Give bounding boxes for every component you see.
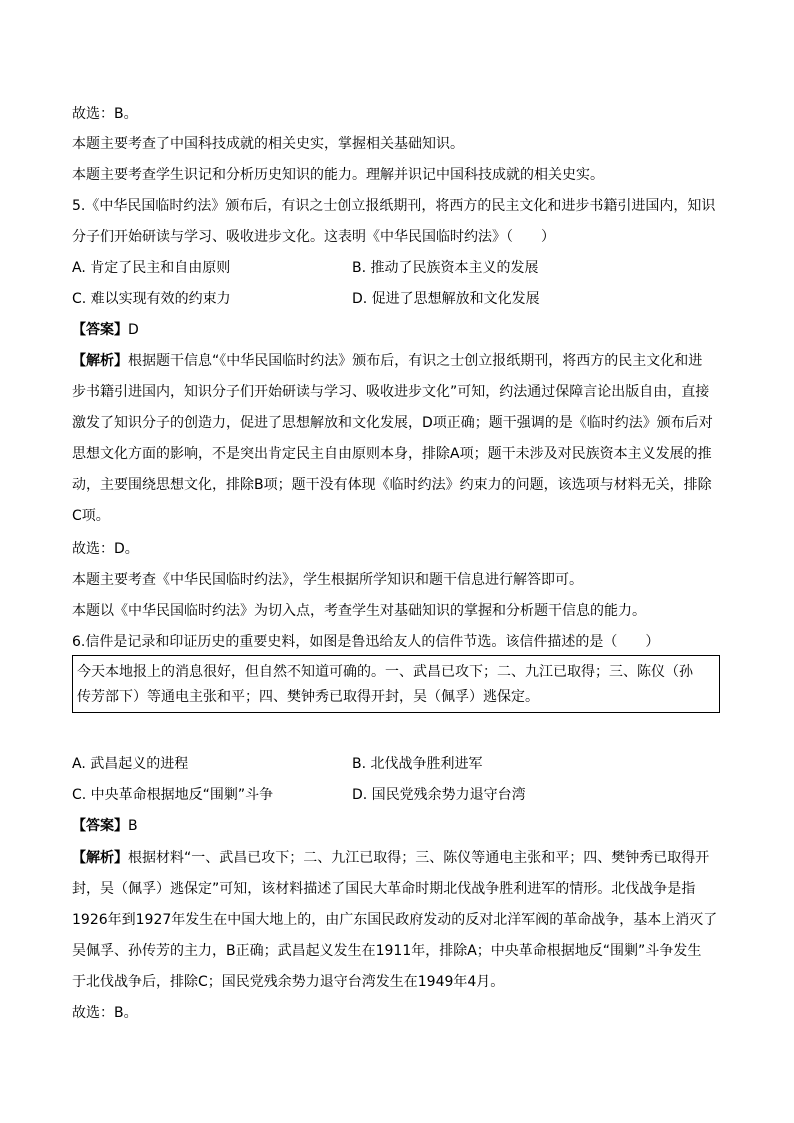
q6-option-c: C. 中央革命根据地反“围剿”斗争 (72, 787, 274, 803)
q5-conclusion: 故选：D。 (72, 541, 139, 557)
q6-analysis-line-5: 于北伐战争后，排除C；国民党残余势力退守台湾发生在1949年4月。 (72, 974, 505, 990)
q5-analysis-line-1 (72, 351, 702, 371)
q6-analysis-line-1 (72, 848, 709, 868)
prev-conclusion: 故选：B。 (72, 106, 138, 122)
answer-tag: 【答案】 (72, 322, 128, 338)
q5-option-c: C. 难以实现有效的约束力 (72, 291, 231, 307)
analysis-text: 根据材料“一、武昌已攻下；二、九江已取得；三、陈仪等通电主张和平；四、樊钟秀已取得开 (128, 850, 710, 866)
q5-analysis-line-5: 动，主要围绕思想文化，排除B项；题干没有体现《临时约法》约束力的问题，该选项与材料无关，排除 (72, 477, 712, 493)
q6-analysis-line-2: 封，吴（佩孚）逃保定”可知，该材料描述了国民大革命时期北伐战争胜利进军的情形。北伐战争是指 (72, 881, 696, 897)
q5-analysis-line-2: 步书籍引进国内，知识分子们开始研读与学习、吸收进步文化”可知，约法通过保障言论出版自由，直接 (72, 384, 710, 400)
q6-conclusion: 故选：B。 (72, 1005, 138, 1021)
q6-option-a: A. 武昌起义的进程 (72, 756, 189, 772)
prev-note-1: 本题主要考查了中国科技成就的相关史实，掌握相关基础知识。 (72, 136, 464, 152)
q5-analysis-line-3: 激发了知识分子的创造力，促进了思想解放和文化发展，D项正确；题干强调的是《临时约法》颁布后对 (72, 415, 713, 431)
q6-analysis-line-4: 吴佩孚、孙传芳的主力，B正确；武昌起义发生在1911年，排除A；中央革命根据地反“围剿”斗争发生 (72, 943, 702, 959)
q6-stem: 6.信件是记录和印证历史的重要史料，如图是鲁迅给友人的信件节选。该信件描述的是（ ） (72, 634, 660, 650)
q5-analysis-line-6: C项。 (72, 508, 110, 524)
q6-quote-line-2: 传芳部下）等通电主张和平；四、樊钟秀已取得开封，吴（佩孚）逃保定。 (77, 689, 539, 705)
answer-value: D (128, 322, 139, 338)
q5-option-a: A. 肯定了民主和自由原则 (72, 260, 231, 276)
q5-stem-line-2: 分子们开始研读与学习、吸收进步文化。这表明《中华民国临时约法》（ ） (72, 229, 555, 245)
q5-option-d: D. 促进了思想解放和文化发展 (352, 291, 540, 307)
q6-quote-line-1: 今天本地报上的消息很好，但自然不知道可确的。一、武昌已攻下；二、九江已取得；三、陈仪（孙 (77, 664, 693, 680)
analysis-text: 根据题干信息“《中华民国临时约法》颁布后，有识之士创立报纸期刊，将西方的民主文化和进 (128, 353, 703, 369)
analysis-tag: 【解析】 (72, 850, 128, 866)
prev-note-2: 本题主要考查学生识记和分析历史知识的能力。理解并识记中国科技成就的相关史实。 (72, 167, 604, 183)
q5-analysis-line-4: 思想文化方面的影响，不是突出肯定民主自由原则本身，排除A项；题干未涉及对民族资本主义发展的推 (72, 446, 712, 462)
q5-stem-line-1: 5.《中华民国临时约法》颁布后，有识之士创立报纸期刊，将西方的民主文化和进步书籍引进国内，知识 (72, 198, 716, 214)
q6-quote-box (72, 655, 720, 713)
q6-answer (72, 816, 138, 836)
q5-note-2: 本题以《中华民国临时约法》为切入点，考查学生对基础知识的掌握和分析题干信息的能力。 (72, 603, 646, 619)
q5-option-b: B. 推动了民族资本主义的发展 (352, 260, 539, 276)
q6-option-d: D. 国民党残余势力退守台湾 (352, 787, 526, 803)
q6-option-b: B. 北伐战争胜利进军 (352, 756, 483, 772)
q6-analysis-line-3: 1926年到1927年发生在中国大地上的，由广东国民政府发动的反对北洋军阀的革命战争，基本上消灭了 (72, 912, 718, 928)
q5-answer (72, 320, 139, 340)
answer-tag: 【答案】 (72, 818, 128, 834)
answer-value: B (128, 818, 138, 834)
analysis-tag: 【解析】 (72, 353, 128, 369)
q5-note-1: 本题主要考查《中华民国临时约法》，学生根据所学知识和题干信息进行解答即可。 (72, 572, 583, 588)
